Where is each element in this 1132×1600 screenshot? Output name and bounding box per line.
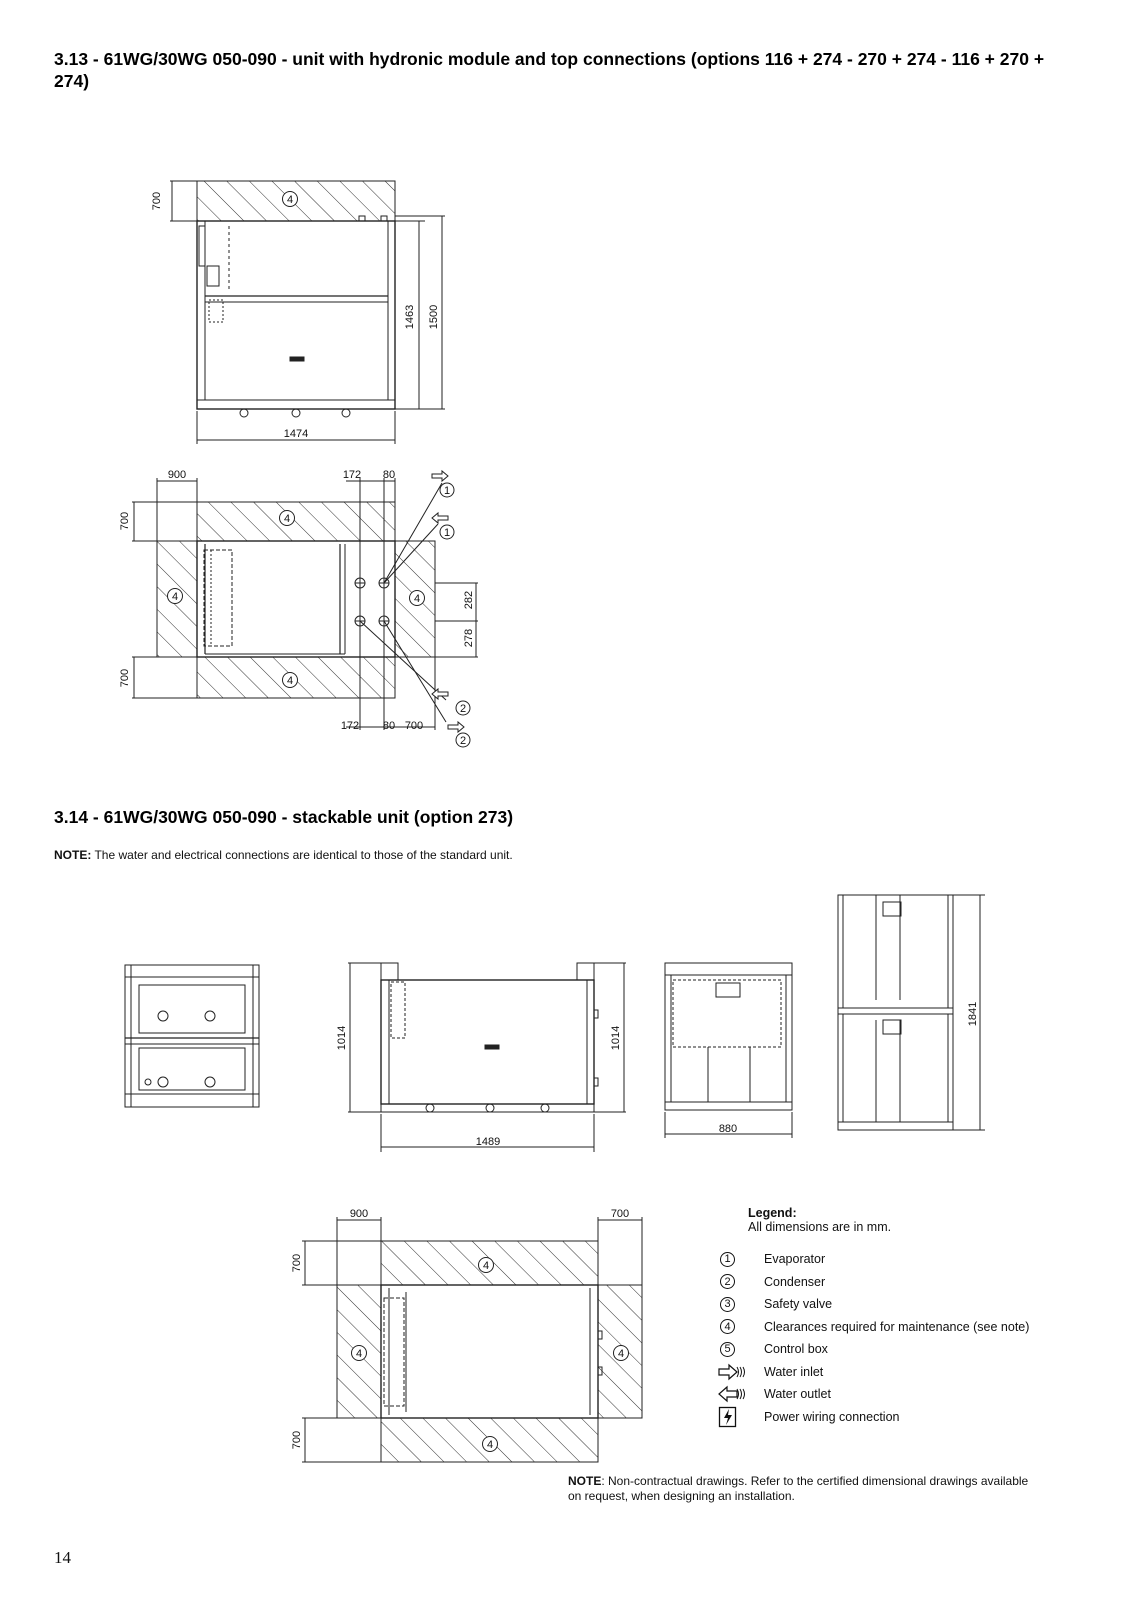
callout-2-a: 2	[459, 703, 467, 715]
legend-label: Water outlet	[764, 1387, 831, 1402]
water-inlet-icon	[718, 1362, 748, 1382]
drawing-2-plan-view	[132, 471, 478, 747]
water-outlet-icon	[718, 1384, 748, 1404]
legend-label: Power wiring connection	[764, 1409, 900, 1424]
dim-1474: 1474	[283, 428, 309, 440]
callout-4-stack-left: 4	[355, 1348, 363, 1360]
callout-4-bottom: 4	[286, 675, 294, 687]
dim-700-stack-bottom: 700	[291, 1430, 303, 1450]
callout-4-left: 4	[171, 591, 179, 603]
callout-4-top: 4	[283, 513, 291, 525]
drawing-3-stackable-end-view	[125, 965, 259, 1107]
dim-80-top: 80	[382, 469, 396, 481]
disclaimer-label: NOTE	[568, 1474, 602, 1488]
callout-1-a: 1	[443, 485, 451, 497]
dim-1463: 1463	[404, 304, 416, 330]
dim-1014-right: 1014	[610, 1025, 622, 1051]
dim-900: 900	[167, 469, 187, 481]
dim-80-bottom: 80	[382, 720, 396, 732]
power-wiring-icon	[718, 1407, 748, 1427]
dim-900-stack: 900	[349, 1208, 369, 1220]
dim-700-bottom: 700	[119, 668, 131, 688]
callout-2-b: 2	[459, 735, 467, 747]
callout-4-stack-top: 4	[482, 1260, 490, 1272]
condenser-callout: 2	[720, 1274, 735, 1289]
legend-label: Clearances required for maintenance (see note)	[764, 1319, 1030, 1334]
safety-valve-callout: 3	[720, 1297, 735, 1312]
legend-subtitle: All dimensions are in mm.	[748, 1220, 892, 1234]
stackable-note-label: NOTE:	[54, 848, 92, 862]
legend-label: Water inlet	[764, 1364, 824, 1379]
dim-172-bottom: 172	[340, 720, 360, 732]
dim-172-top: 172	[342, 469, 362, 481]
legend-label: Safety valve	[764, 1297, 833, 1312]
section-3-14-title: 3.14 - 61WG/30WG 050-090 - stackable unit (option 273)	[54, 807, 514, 827]
legend-item	[718, 1293, 1078, 1316]
control-box-callout: 5	[720, 1342, 735, 1357]
dim-700-stack-right: 700	[610, 1208, 630, 1220]
clearance-callout: 4	[720, 1319, 735, 1334]
dim-880: 880	[718, 1123, 738, 1135]
legend-item	[718, 1271, 1078, 1294]
legend-item	[718, 1316, 1078, 1339]
legend-item	[718, 1248, 1078, 1271]
stackable-note-text: The water and electrical connections are identical to those of the standard unit.	[91, 848, 513, 862]
callout-4-right: 4	[413, 593, 421, 605]
legend-label: Evaporator	[764, 1252, 826, 1267]
legend-item	[718, 1406, 1078, 1429]
disclaimer-note	[568, 1474, 1038, 1504]
page-number: 14	[54, 1548, 71, 1567]
dim-1014-left: 1014	[336, 1025, 348, 1051]
legend-item	[718, 1361, 1078, 1384]
section-3-13-title: 3.13 - 61WG/30WG 050-090 - unit with hydronic module and top connections (options 116 + 274 - 270 + 274 - 116 + 270 + 274)	[54, 49, 1045, 91]
drawing-7-stackable-clearance-plan	[302, 1217, 642, 1462]
legend-title: Legend:	[748, 1206, 797, 1220]
legend	[718, 1206, 1078, 1428]
disclaimer-text: : Non-contractual drawings. Refer to the certified dimensional drawings available on request, when designing an installation.	[568, 1474, 1029, 1503]
dim-1489: 1489	[475, 1136, 501, 1148]
legend-item	[718, 1383, 1078, 1406]
callout-4-text: 4	[286, 194, 294, 206]
unit-outline	[197, 221, 395, 409]
stackable-note	[54, 848, 513, 862]
dim-1500: 1500	[428, 304, 440, 330]
dim-700-right: 700	[404, 720, 424, 732]
drawing-5-stackable-side-view	[665, 963, 792, 1138]
dim-282: 282	[463, 590, 475, 610]
evaporator-callout: 1	[720, 1252, 735, 1267]
legend-label: Condenser	[764, 1274, 826, 1289]
drawing-4-stackable-front-view	[348, 963, 626, 1152]
dim-700: 700	[151, 191, 163, 211]
legend-item	[718, 1338, 1078, 1361]
callout-4-stack-right: 4	[617, 1348, 625, 1360]
dim-278: 278	[463, 628, 475, 648]
callout-1-b: 1	[443, 527, 451, 539]
dim-1841: 1841	[967, 1001, 979, 1027]
dim-700-stack-top: 700	[291, 1253, 303, 1273]
legend-label: Control box	[764, 1342, 828, 1357]
drawing-6-stacked-units-view	[838, 895, 985, 1130]
callout-4-stack-bottom: 4	[486, 1439, 494, 1451]
dim-700-top: 700	[119, 511, 131, 531]
